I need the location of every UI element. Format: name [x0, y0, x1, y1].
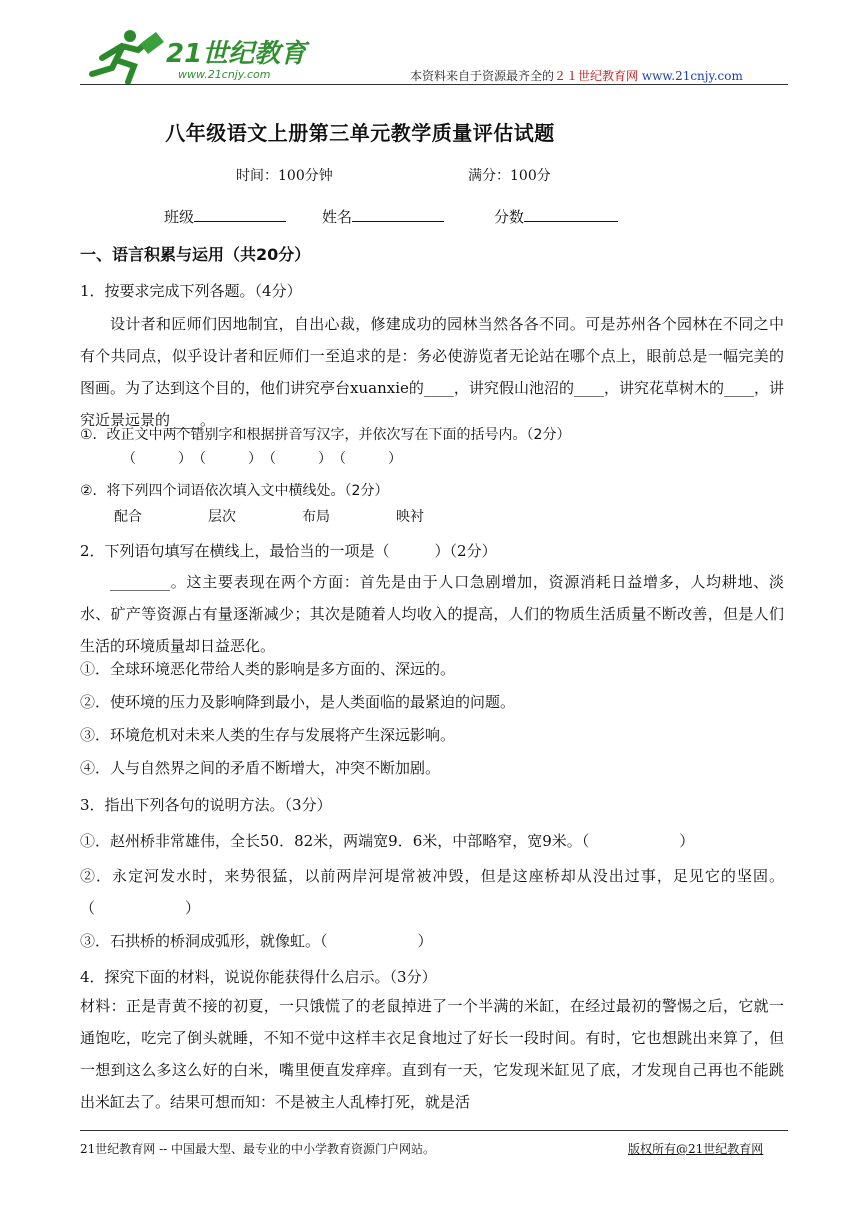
name-label: 姓名	[322, 208, 353, 226]
question-2-option: ④．人与自然界之间的矛盾不断增大，冲突不断加剧。	[80, 759, 441, 777]
word-choice: 映衬	[396, 509, 424, 525]
word-choice: 配合	[114, 509, 142, 525]
question-3-stem: 3．指出下列各句的说明方法。（3分）	[80, 796, 332, 814]
site-logo	[82, 28, 307, 86]
question-3-item: ①．赵州桥非常雄伟，全长50．82米，两端宽9．6米，中部略窄，宽9米。（ ）	[80, 832, 695, 850]
runner-logo-icon	[92, 30, 164, 82]
question-2-option: ③．环境危机对未来人类的生存与发展将产生深远影响。	[80, 726, 456, 744]
word-choices	[114, 506, 490, 526]
logo-url: www.21cnjy.com	[178, 68, 271, 81]
page-title-text: 八年级语文上册第三单元教学质量评估试题	[165, 121, 555, 145]
word-choice: 层次	[208, 509, 236, 525]
question-2-passage: ________。这主要表现在两个方面：首先是由于人口急剧增加，资源消耗日益增多，人均耕地、淡水、矿产等资源占有量逐渐减少；其次是随着人均收入的提高，人们的物质生活质量不断改善，但是人们生活的环境质量却日益恶化。	[80, 573, 784, 655]
name-field	[322, 206, 444, 227]
exam-time: 时间：100分钟	[236, 168, 333, 184]
class-blank[interactable]	[194, 207, 286, 222]
header-note-url[interactable]: www.21cnjy.com	[641, 69, 743, 83]
footer-divider	[80, 1130, 788, 1131]
question-3-item: ②．永定河发水时，来势很猛，以前两岸河堤常被冲毁，但是这座桥却从没出过事，足见它的坚固。（ ）	[80, 867, 784, 917]
question-2-stem: 2．下列语句填写在横线上，最恰当的一项是（ ）（2分）	[80, 542, 497, 560]
question-3-item: ③．石拱桥的桥洞成弧形，就像虹。（ ）	[80, 932, 433, 950]
score-field	[494, 206, 618, 227]
question-1-sub-2: ②．将下列四个词语依次填入文中横线处。（2分）	[80, 483, 389, 499]
page-title	[0, 117, 860, 146]
name-blank[interactable]	[352, 207, 444, 222]
class-label: 班级	[164, 208, 195, 226]
logo-wordmark: 21世纪教育	[166, 39, 307, 69]
question-2-option: ②．使环境的压力及影响降到最小，是人类面临的最紧迫的问题。	[80, 693, 516, 711]
header-note	[410, 67, 743, 84]
word-choice: 布局	[302, 509, 330, 525]
question-4-material: 材料：正是青黄不接的初夏，一只饿慌了的老鼠掉进了一个半满的米缸，在经过最初的警惕之后，它就一通饱吃，吃完了倒头就睡，不知不觉中这样丰衣足食地过了好长一段时间。有时，它也想跳出来算了，但一想到这么多这么好的白米，嘴里便直发痒痒。直到有一天，它发现米缸见了底，才发现自己再也不能跳出米缸去了。结果可想而知：不是被主人乱棒打死，就是活	[80, 997, 784, 1111]
score-blank[interactable]	[524, 207, 618, 222]
header-divider	[80, 84, 788, 85]
question-1-sub-1: ①．改正文中两个错别字和根据拼音写汉字，并依次写在下面的括号内。（2分）	[80, 427, 571, 443]
class-field	[164, 206, 286, 227]
header-note-site[interactable]: ２１世纪教育网	[554, 69, 639, 83]
footer-copyright-link[interactable]: 版权所有@21世纪教育网	[628, 1142, 764, 1156]
question-2-option: ①．全球环境恶化带给人类的影响是多方面的、深远的。	[80, 660, 456, 678]
answer-brackets: （ ） （ ） （ ） （ ）	[122, 451, 402, 467]
exam-full-score: 满分：100分	[468, 168, 551, 184]
question-1-stem: 1．按要求完成下列各题。（4分）	[80, 282, 302, 300]
score-label: 分数	[494, 208, 525, 226]
section-heading: 一、语言积累与运用（共20分）	[80, 245, 311, 264]
question-4-stem: 4．探究下面的材料，说说你能获得什么启示。（3分）	[80, 968, 437, 986]
footer-note: 21世纪教育网 -- 中国最大型、最专业的中小学教育资源门户网站。	[80, 1142, 436, 1156]
question-1-passage: 设计者和匠师们因地制宜，自出心裁，修建成功的园林当然各各不同。可是苏州各个园林在不同之中有个共同点，似乎设计者和匠师们一至追求的是：务必使游览者无论站在哪个点上，眼前总是一幅完美的图画。为了达到这个目的，他们讲究亭台xuanxie的____，讲究假山池沼的____，讲究花草树木的____，讲究近景远景的____。	[80, 315, 784, 429]
header-note-prefix: 本资料来自于资源最齐全的	[410, 69, 555, 83]
